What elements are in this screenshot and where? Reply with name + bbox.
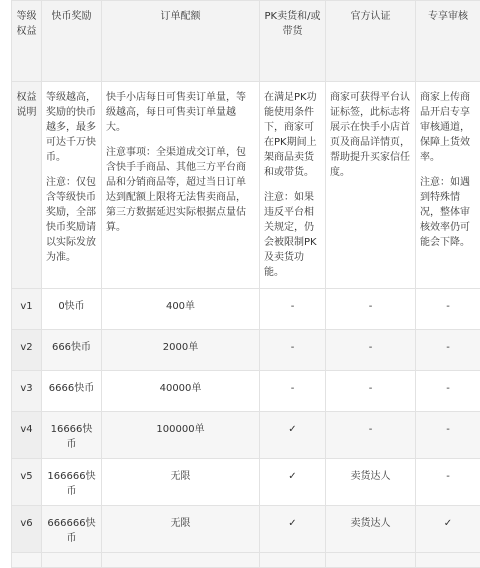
header-cell-exclusive-review: 专享审核 bbox=[416, 1, 480, 82]
review-cell: - bbox=[416, 371, 480, 412]
certify-cell: - bbox=[326, 289, 416, 330]
header-cell-level-benefit: 等级权益 bbox=[12, 1, 42, 82]
quota-cell: 无限 bbox=[102, 506, 260, 553]
quota-cell: 40000单 bbox=[102, 371, 260, 412]
pk-cell: - bbox=[260, 289, 326, 330]
kuaibi-cell: 666快币 bbox=[42, 330, 102, 371]
level-label: v4 bbox=[12, 412, 42, 459]
review-cell: ✓ bbox=[416, 506, 480, 553]
header-cell-pk-selling: PK卖货和/或带货 bbox=[260, 1, 326, 82]
description-pk-cell bbox=[260, 82, 326, 289]
level-row-v4 bbox=[12, 412, 480, 459]
certify-cell: - bbox=[326, 412, 416, 459]
empty-cell bbox=[12, 553, 42, 568]
level-label: v3 bbox=[12, 371, 42, 412]
description-text: 等级越高，奖励的快币越多，最多可达千万快币。 bbox=[46, 90, 97, 165]
description-certify-cell bbox=[326, 82, 416, 289]
review-cell: - bbox=[416, 289, 480, 330]
level-label: v6 bbox=[12, 506, 42, 553]
header-row bbox=[12, 1, 480, 82]
empty-cell bbox=[260, 553, 326, 568]
quota-cell: 2000单 bbox=[102, 330, 260, 371]
kuaibi-cell: 16666快币 bbox=[42, 412, 102, 459]
header-cell-kuaibi-reward: 快币奖励 bbox=[42, 1, 102, 82]
description-note: 注意：如果违反平台相关规定，仍会被限制PK及卖货功能。 bbox=[264, 190, 321, 280]
level-row-v5 bbox=[12, 459, 480, 506]
seller-level-benefits-table bbox=[11, 0, 480, 568]
level-row-v1 bbox=[12, 289, 480, 330]
description-quota-cell bbox=[102, 82, 260, 289]
level-row-v3 bbox=[12, 371, 480, 412]
quota-cell: 400单 bbox=[102, 289, 260, 330]
description-text: 商家上传商品开启专享审核通道，保障上货效率。 bbox=[420, 90, 476, 165]
empty-cell bbox=[416, 553, 480, 568]
level-label: v1 bbox=[12, 289, 42, 330]
review-cell: - bbox=[416, 459, 480, 506]
description-row-label: 权益说明 bbox=[12, 82, 42, 289]
table-bottom-row bbox=[12, 553, 480, 568]
header-cell-order-quota: 订单配额 bbox=[102, 1, 260, 82]
description-note: 注意：仅包含等级快币奖励，全部快币奖励请以实际发放为准。 bbox=[46, 175, 97, 265]
pk-cell: ✓ bbox=[260, 459, 326, 506]
quota-cell: 100000单 bbox=[102, 412, 260, 459]
kuaibi-cell: 166666快币 bbox=[42, 459, 102, 506]
header-cell-official-certification: 官方认证 bbox=[326, 1, 416, 82]
description-note: 注意：如遇到特殊情况，整体审核效率仍可能会下降。 bbox=[420, 175, 476, 250]
description-review-cell bbox=[416, 82, 480, 289]
level-label: v5 bbox=[12, 459, 42, 506]
description-kuaibi-cell bbox=[42, 82, 102, 289]
empty-cell bbox=[326, 553, 416, 568]
description-row bbox=[12, 82, 480, 289]
kuaibi-cell: 6666快币 bbox=[42, 371, 102, 412]
pk-cell: - bbox=[260, 371, 326, 412]
quota-cell: 无限 bbox=[102, 459, 260, 506]
description-note: 注意事项：全渠道成交订单，包含快手手商品、其他三方平台商品和分销商品等，超过当日订单达到配额上限将无法售卖商品，第三方数据延迟实际根据点量估算。 bbox=[106, 145, 255, 235]
level-row-v6 bbox=[12, 506, 480, 553]
description-text: 商家可获得平台认证标签，此标志将展示在快手小店首页及商品详情页，帮助提升买家信任度。 bbox=[330, 90, 411, 180]
certify-cell: 卖货达人 bbox=[326, 459, 416, 506]
review-cell: - bbox=[416, 330, 480, 371]
certify-cell: - bbox=[326, 371, 416, 412]
empty-cell bbox=[102, 553, 260, 568]
kuaibi-cell: 0快币 bbox=[42, 289, 102, 330]
review-cell: - bbox=[416, 412, 480, 459]
certify-cell: - bbox=[326, 330, 416, 371]
description-text: 在满足PK功能使用条件下，商家可在PK期间上架商品卖货和或带货。 bbox=[264, 90, 321, 180]
pk-cell: ✓ bbox=[260, 412, 326, 459]
empty-cell bbox=[42, 553, 102, 568]
pk-cell: - bbox=[260, 330, 326, 371]
level-row-v2 bbox=[12, 330, 480, 371]
certify-cell: 卖货达人 bbox=[326, 506, 416, 553]
level-label: v2 bbox=[12, 330, 42, 371]
pk-cell: ✓ bbox=[260, 506, 326, 553]
kuaibi-cell: 666666快币 bbox=[42, 506, 102, 553]
description-text: 快手小店每日可售卖订单量，等级越高，每日可售卖订单量越大。 bbox=[106, 90, 255, 135]
